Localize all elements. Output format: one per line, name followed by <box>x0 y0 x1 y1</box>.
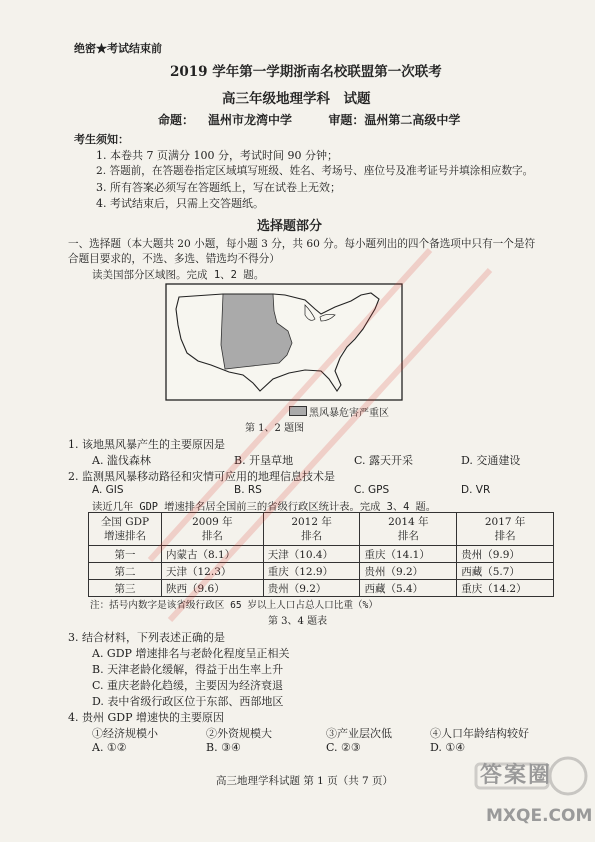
legend-label: 黑风暴危害严重区 <box>309 408 389 419</box>
table-cell: 重庆（12.9） <box>263 563 360 580</box>
q3-option-c: C. 重庆老龄化趋缓，主要因为经济衰退 <box>92 679 284 692</box>
reviewer-name: 温州第二高级中学 <box>364 113 461 127</box>
us-map <box>165 283 403 401</box>
table-intro: 读近几年 GDP 增速排名居全国前三的省级行政区统计表。完成 3、4 题。 <box>92 501 437 513</box>
q4-option-c: C. ②③ <box>326 741 361 754</box>
note-item: 4. 考试结束后，只需上交答题纸。 <box>96 197 264 210</box>
note-item: 1. 本卷共 7 页满分 100 分，考试时间 90 分钟； <box>96 149 338 162</box>
secret-label: 绝密★考试结束前 <box>74 42 162 55</box>
column-header: 2014 年 排名 <box>360 513 457 546</box>
column-header: 2009 年 排名 <box>162 513 264 546</box>
table-row <box>89 563 554 580</box>
column-header: 2012 年 排名 <box>263 513 360 546</box>
table-row <box>89 580 554 597</box>
table-cell: 陕西（9.6） <box>162 580 264 597</box>
q4-option-a: A. ①② <box>92 741 127 754</box>
map-caption: 第 1、2 题图 <box>245 423 305 434</box>
table-cell: 贵州（9.9） <box>457 546 554 563</box>
table-note: 注：括号内数字是该省级行政区 65 岁以上人口占总人口比重（%） <box>90 600 378 611</box>
section-instruction: 合题目要求的，不选、多选、错选均不得分） <box>68 253 280 265</box>
gdp-rank-table <box>88 512 554 597</box>
table-cell: 贵州（9.2） <box>360 563 457 580</box>
site-watermark-url: MXQE.COM <box>486 806 593 826</box>
q2-option-a: A. GIS <box>92 484 124 496</box>
table-cell: 西藏（5.7） <box>457 563 554 580</box>
page-footer: 高三地理学科试题 第 1 页（共 7 页） <box>216 775 394 787</box>
note-item: 2. 答题前，在答题卷指定区域填写班级、姓名、考场号、座位号及准考证号并填涂相应数字。 <box>96 165 534 177</box>
reviewer-label: 审题： <box>328 113 365 127</box>
q2-option-d: D. VR <box>461 484 491 496</box>
q4-option-d: D. ①④ <box>430 741 466 754</box>
q1-option-b: B. 开垦草地 <box>234 454 294 467</box>
rank-cell: 第一 <box>89 546 162 563</box>
q3-option-b: B. 天津老龄化缓解，得益于出生率上升 <box>92 663 284 676</box>
setter-label: 命题： <box>158 113 195 127</box>
exam-title: 2019 学年第一学期浙南名校联盟第一次联考 <box>170 64 442 80</box>
table-cell: 西藏（5.4） <box>360 580 457 597</box>
legend-swatch <box>289 406 307 416</box>
section-title: 选择题部分 <box>257 219 323 234</box>
table-corner-cell: 全国 GDP 增速排名 <box>89 513 162 546</box>
question-4-stem: 4. 贵州 GDP 增速快的主要原因 <box>68 711 224 724</box>
q1-option-d: D. 交通建设 <box>461 454 521 467</box>
table-cell: 天津（12.3） <box>162 563 264 580</box>
table-caption: 第 3、4 题表 <box>268 616 328 627</box>
q3-option-d: D. 表中省级行政区位于东部、西部地区 <box>92 695 284 708</box>
question-1-stem: 1. 该地黑风暴产生的主要原因是 <box>68 438 225 451</box>
q1-option-a: A. 滥伐森林 <box>92 454 151 467</box>
q4-factor: ④人口年龄结构较好 <box>430 727 529 740</box>
notes-heading: 考生须知： <box>74 133 129 146</box>
subject-title: 高三年级地理学科 试题 <box>222 91 371 107</box>
table-row <box>89 546 554 563</box>
q2-option-b: B. RS <box>234 484 262 496</box>
table-cell: 天津（10.4） <box>263 546 360 563</box>
q4-option-b: B. ③④ <box>206 741 241 754</box>
rank-cell: 第二 <box>89 563 162 580</box>
q4-factor: ③产业层次低 <box>326 727 392 740</box>
section-instruction: 一、选择题（本大题共 20 小题，每小题 3 分，共 60 分。每小题列出的四个备选项中只有一个是符 <box>68 238 536 250</box>
table-header-row <box>89 513 554 546</box>
table-cell: 重庆（14.1） <box>360 546 457 563</box>
column-header: 2017 年 排名 <box>457 513 554 546</box>
q1-option-c: C. 露天开采 <box>354 454 414 467</box>
map-intro: 读美国部分区域图。完成 1、2 题。 <box>92 269 265 281</box>
note-item: 3. 所有答案必须写在答题纸上，写在试卷上无效； <box>96 181 341 194</box>
setter-name: 温州市龙湾中学 <box>208 113 293 127</box>
site-watermark-text: 答案圈 <box>480 762 553 788</box>
table-cell: 贵州（9.2） <box>263 580 360 597</box>
q2-option-c: C. GPS <box>354 484 390 496</box>
q4-factor: ②外资规模大 <box>206 727 272 740</box>
table-cell: 重庆（14.2） <box>457 580 554 597</box>
question-3-stem: 3. 结合材料，下列表述正确的是 <box>68 631 225 644</box>
setter-line <box>158 111 460 128</box>
q3-option-a: A. GDP 增速排名与老龄化程度呈正相关 <box>92 647 290 660</box>
table-cell: 内蒙古（8.1） <box>162 546 264 563</box>
q4-factor: ①经济规模小 <box>92 727 158 740</box>
question-2-stem: 2. 监测黑风暴移动路径和灾情可应用的地理信息技术是 <box>68 470 335 483</box>
rank-cell: 第三 <box>89 580 162 597</box>
